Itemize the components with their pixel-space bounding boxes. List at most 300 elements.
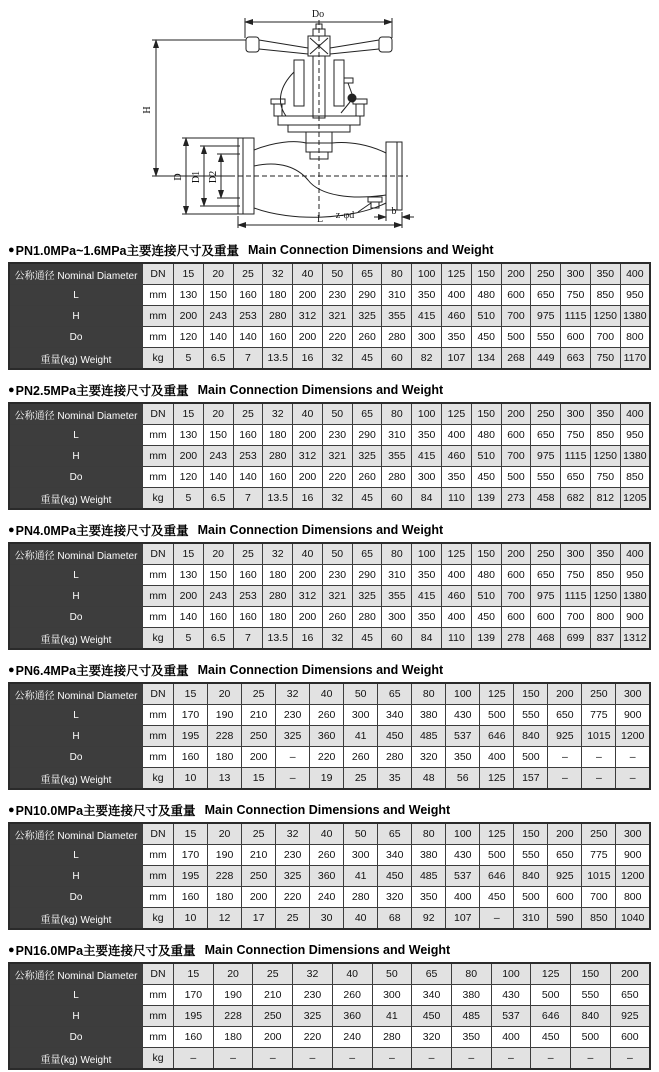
value-cell: 280 [352,607,382,628]
value-cell: 15 [242,768,276,790]
value-cell: 110 [442,628,472,650]
value-cell: 260 [322,607,352,628]
value-cell: 160 [233,285,263,306]
value-cell: 200 [548,683,582,705]
value-cell: 80 [382,263,412,285]
value-cell: 300 [412,327,442,348]
value-cell: 850 [590,565,620,586]
table-row-weight [9,628,650,650]
value-cell: 430 [446,705,480,726]
value-cell: 150 [514,823,548,845]
table-row-dn [9,403,650,425]
value-cell: 180 [213,1027,253,1048]
value-cell: 15 [174,263,204,285]
value-cell: 100 [491,963,531,985]
value-cell: 45 [352,348,382,370]
value-cell: 268 [501,348,531,370]
value-cell: 65 [352,403,382,425]
value-cell: 6.5 [203,628,233,650]
value-cell: 537 [446,866,480,887]
value-cell: 6.5 [203,348,233,370]
value-cell: 150 [471,543,501,565]
unit-cell: mm [143,1027,174,1048]
value-cell: 325 [293,1006,333,1027]
unit-cell: mm [143,425,174,446]
value-cell: 200 [548,823,582,845]
value-cell: 25 [253,963,293,985]
value-cell: 140 [203,467,233,488]
value-cell: – [412,1048,452,1070]
value-cell: 25 [233,263,263,285]
value-cell: 20 [203,403,233,425]
value-cell: 50 [344,683,378,705]
value-cell: 300 [412,467,442,488]
value-cell: 19 [310,768,344,790]
value-cell: 450 [378,726,412,747]
value-cell: 12 [208,908,242,930]
table-row-dn [9,683,650,705]
value-cell: 32 [322,348,352,370]
value-cell: 139 [471,488,501,510]
table-row-do [9,467,650,488]
table-row-do [9,747,650,768]
table-section-2 [8,381,651,510]
table-row-h [9,306,650,327]
value-cell: 350 [412,425,442,446]
valve-drawing [0,0,659,230]
value-cell: 663 [561,348,591,370]
value-cell: 537 [446,726,480,747]
value-cell: 650 [548,705,582,726]
value-cell: – [276,747,310,768]
value-cell: 280 [378,747,412,768]
tables-container [0,241,659,1070]
value-cell: 84 [412,628,442,650]
value-cell: 125 [531,963,571,985]
value-cell: 260 [310,845,344,866]
value-cell: 32 [263,263,293,285]
value-cell: 41 [372,1006,412,1027]
row-header: Do [9,1027,143,1048]
value-cell: 210 [253,985,293,1006]
row-header: L [9,705,143,726]
table-section-5 [8,801,651,930]
value-cell: 480 [471,425,501,446]
value-cell: 210 [242,845,276,866]
value-cell: 32 [322,628,352,650]
bullet-icon: ● [8,244,15,256]
value-cell: 800 [620,327,650,348]
value-cell: – [491,1048,531,1070]
row-header: H [9,866,143,887]
unit-cell: kg [143,768,174,790]
value-cell: 50 [322,263,352,285]
value-cell: 350 [442,327,472,348]
value-cell: 950 [620,565,650,586]
value-cell: 320 [412,747,446,768]
value-cell: 550 [571,985,611,1006]
value-cell: 150 [471,403,501,425]
value-cell: 40 [293,263,323,285]
value-cell: 80 [382,403,412,425]
value-cell: 360 [310,726,344,747]
value-cell: 750 [590,348,620,370]
value-cell: 40 [344,908,378,930]
dimensions-table [8,822,651,930]
value-cell: 646 [480,726,514,747]
value-cell: 600 [610,1027,650,1048]
value-cell: 1250 [590,586,620,607]
value-cell: 228 [208,866,242,887]
value-cell: – [582,768,616,790]
value-cell: 195 [174,866,208,887]
value-cell: 240 [310,887,344,908]
value-cell: 600 [501,607,531,628]
value-cell: 13.5 [263,348,293,370]
value-cell: – [531,1048,571,1070]
value-cell: 837 [590,628,620,650]
value-cell: 350 [590,263,620,285]
value-cell: 32 [263,403,293,425]
value-cell: 230 [322,425,352,446]
value-cell: 380 [412,705,446,726]
value-cell: 13.5 [263,628,293,650]
value-cell: 60 [382,348,412,370]
table-row-dn [9,823,650,845]
value-cell: 1115 [561,446,591,467]
value-cell: 537 [491,1006,531,1027]
value-cell: 280 [263,446,293,467]
value-cell: 65 [352,263,382,285]
value-cell: 180 [208,747,242,768]
value-cell: 500 [514,887,548,908]
value-cell: 16 [293,488,323,510]
value-cell: 40 [332,963,372,985]
value-cell: 750 [561,565,591,586]
section-title [8,941,651,959]
value-cell: 170 [174,985,214,1006]
value-cell: 1205 [620,488,650,510]
value-cell: 646 [480,866,514,887]
value-cell: 65 [378,683,412,705]
value-cell: – [451,1048,491,1070]
table-row-do [9,327,650,348]
value-cell: 600 [501,285,531,306]
value-cell: 260 [352,467,382,488]
value-cell: 325 [352,586,382,607]
table-row-h [9,1006,650,1027]
section-title-cn: PN2.5MPa主要连接尺寸及重量 [15,384,189,398]
do-dim-label: Do [311,9,325,20]
value-cell: 590 [548,908,582,930]
value-cell: 646 [531,1006,571,1027]
value-cell: 290 [352,285,382,306]
value-cell: 190 [213,985,253,1006]
value-cell: 250 [242,866,276,887]
value-cell: 32 [293,963,333,985]
row-header: L [9,845,143,866]
value-cell: 50 [322,403,352,425]
value-cell: 650 [531,285,561,306]
value-cell: 32 [263,543,293,565]
value-cell: 125 [442,263,472,285]
unit-cell: mm [143,705,174,726]
table-row-dn [9,543,650,565]
value-cell: 134 [471,348,501,370]
value-cell: 321 [322,446,352,467]
value-cell: 5 [174,348,204,370]
value-cell: 65 [352,543,382,565]
value-cell: 180 [263,285,293,306]
value-cell: 449 [531,348,561,370]
value-cell: 160 [233,565,263,586]
value-cell: 650 [531,425,561,446]
section-title-en: Main Connection Dimensions and Weight [204,803,451,817]
value-cell: 32 [276,823,310,845]
section-title-cn: PN16.0MPa主要连接尺寸及重量 [15,944,196,958]
value-cell: 200 [253,1027,293,1048]
value-cell: – [480,908,514,930]
value-cell: 400 [446,887,480,908]
value-cell: 200 [293,425,323,446]
section-title-en: Main Connection Dimensions and Weight [197,663,444,677]
value-cell: 360 [310,866,344,887]
value-cell: 180 [208,887,242,908]
value-cell: 50 [344,823,378,845]
value-cell: 160 [263,327,293,348]
value-cell: 1200 [616,726,650,747]
value-cell: 280 [263,586,293,607]
value-cell: 16 [293,628,323,650]
value-cell: 200 [501,403,531,425]
value-cell: 400 [491,1027,531,1048]
section-title-en: Main Connection Dimensions and Weight [204,943,451,957]
value-cell: – [616,747,650,768]
row-header: Do [9,747,143,768]
value-cell: 1380 [620,446,650,467]
row-header: Do [9,887,143,908]
value-cell: 260 [352,327,382,348]
value-cell: 125 [480,823,514,845]
row-header: H [9,446,143,467]
d2-dim-label: D2 [208,170,219,184]
table-section-6 [8,941,651,1070]
value-cell: 220 [293,1027,333,1048]
table-row-dn [9,263,650,285]
value-cell: 300 [616,823,650,845]
value-cell: 480 [471,565,501,586]
value-cell: 310 [514,908,548,930]
value-cell: 200 [174,306,204,327]
value-cell: 25 [276,908,310,930]
value-cell: 160 [233,607,263,628]
value-cell: 160 [174,1027,214,1048]
value-cell: 125 [480,768,514,790]
value-cell: 350 [590,543,620,565]
value-cell: 80 [412,823,446,845]
dimensions-table [8,682,651,790]
value-cell: 460 [442,586,472,607]
value-cell: 100 [412,543,442,565]
value-cell: 260 [310,705,344,726]
section-title [8,521,651,539]
value-cell: 975 [531,446,561,467]
value-cell: 775 [582,845,616,866]
bullet-icon: ● [8,804,15,816]
value-cell: 278 [501,628,531,650]
unit-cell: kg [143,908,174,930]
h-dim-label: H [142,106,153,114]
value-cell: 40 [310,683,344,705]
value-cell: 468 [531,628,561,650]
value-cell: 450 [480,887,514,908]
value-cell: 300 [372,985,412,1006]
section-title-cn: PN10.0MPa主要连接尺寸及重量 [15,804,196,818]
value-cell: 15 [174,403,204,425]
value-cell: 220 [310,747,344,768]
unit-cell: kg [143,348,174,370]
value-cell: 130 [174,285,204,306]
value-cell: 50 [322,543,352,565]
value-cell: 321 [322,306,352,327]
value-cell: 850 [620,467,650,488]
value-cell: – [332,1048,372,1070]
value-cell: 200 [610,963,650,985]
value-cell: 220 [322,327,352,348]
value-cell: 430 [446,845,480,866]
value-cell: 170 [174,845,208,866]
value-cell: 340 [378,705,412,726]
value-cell: 250 [531,543,561,565]
value-cell: 550 [531,327,561,348]
value-cell: 350 [442,467,472,488]
value-cell: 850 [590,285,620,306]
value-cell: 150 [471,263,501,285]
unit-cell: mm [143,565,174,586]
value-cell: 15 [174,543,204,565]
value-cell: 355 [382,446,412,467]
dimension-l [238,212,402,228]
value-cell: 950 [620,425,650,446]
value-cell: 253 [233,446,263,467]
value-cell: 450 [531,1027,571,1048]
value-cell: 160 [203,607,233,628]
value-cell: 230 [293,985,333,1006]
row-header: H [9,306,143,327]
value-cell: 485 [451,1006,491,1027]
b-dim-label: b [391,206,397,217]
value-cell: – [174,1048,214,1070]
table-row-l [9,565,650,586]
value-cell: 600 [531,607,561,628]
value-cell: 200 [501,263,531,285]
value-cell: 65 [378,823,412,845]
unit-cell: mm [143,586,174,607]
value-cell: 312 [293,586,323,607]
table-section-4 [8,661,651,790]
value-cell: 250 [531,263,561,285]
value-cell: 45 [352,628,382,650]
value-cell: 250 [582,683,616,705]
value-cell: 125 [442,403,472,425]
bullet-icon: ● [8,384,15,396]
row-header: Do [9,327,143,348]
value-cell: 190 [208,845,242,866]
value-cell: 140 [233,327,263,348]
value-cell: 682 [561,488,591,510]
value-cell: 1015 [582,866,616,887]
section-title [8,661,651,679]
value-cell: 400 [620,543,650,565]
value-cell: 300 [561,543,591,565]
table-row-h [9,446,650,467]
value-cell: 280 [263,306,293,327]
unit-cell: mm [143,607,174,628]
row-header: Do [9,467,143,488]
value-cell: 750 [561,425,591,446]
value-cell: 45 [352,488,382,510]
value-cell: 650 [610,985,650,1006]
valve-drawing-svg [0,0,659,230]
value-cell: 300 [344,845,378,866]
value-cell: 500 [514,747,548,768]
value-cell: 840 [514,726,548,747]
value-cell: – [616,768,650,790]
value-cell: 1015 [582,726,616,747]
value-cell: 812 [590,488,620,510]
value-cell: 150 [203,425,233,446]
value-cell: 350 [412,887,446,908]
table-row-do [9,887,650,908]
value-cell: 300 [561,403,591,425]
value-cell: 10 [174,768,208,790]
value-cell: 320 [412,1027,452,1048]
row-header: 重量(kg) Weight [9,628,143,650]
value-cell: 273 [501,488,531,510]
value-cell: 600 [501,425,531,446]
value-cell: 321 [322,586,352,607]
value-cell: 800 [590,607,620,628]
value-cell: 550 [514,705,548,726]
value-cell: 500 [571,1027,611,1048]
value-cell: 110 [442,488,472,510]
value-cell: 600 [561,327,591,348]
row-header: L [9,285,143,306]
table-row-do [9,607,650,628]
value-cell: – [610,1048,650,1070]
value-cell: 25 [233,543,263,565]
row-header: 公称通径 Nominal Diameter [9,963,143,985]
value-cell: 510 [471,586,501,607]
value-cell: 250 [253,1006,293,1027]
value-cell: 850 [582,908,616,930]
value-cell: – [548,768,582,790]
value-cell: 380 [451,985,491,1006]
table-row-l [9,425,650,446]
value-cell: 310 [382,425,412,446]
section-title [8,381,651,399]
section-title-en: Main Connection Dimensions and Weight [197,383,444,397]
value-cell: 20 [208,823,242,845]
row-header: 公称通径 Nominal Diameter [9,823,143,845]
value-cell: 430 [491,985,531,1006]
value-cell: 200 [293,467,323,488]
value-cell: 7 [233,348,263,370]
value-cell: 1312 [620,628,650,650]
value-cell: 850 [590,425,620,446]
value-cell: 230 [322,565,352,586]
value-cell: 50 [372,963,412,985]
